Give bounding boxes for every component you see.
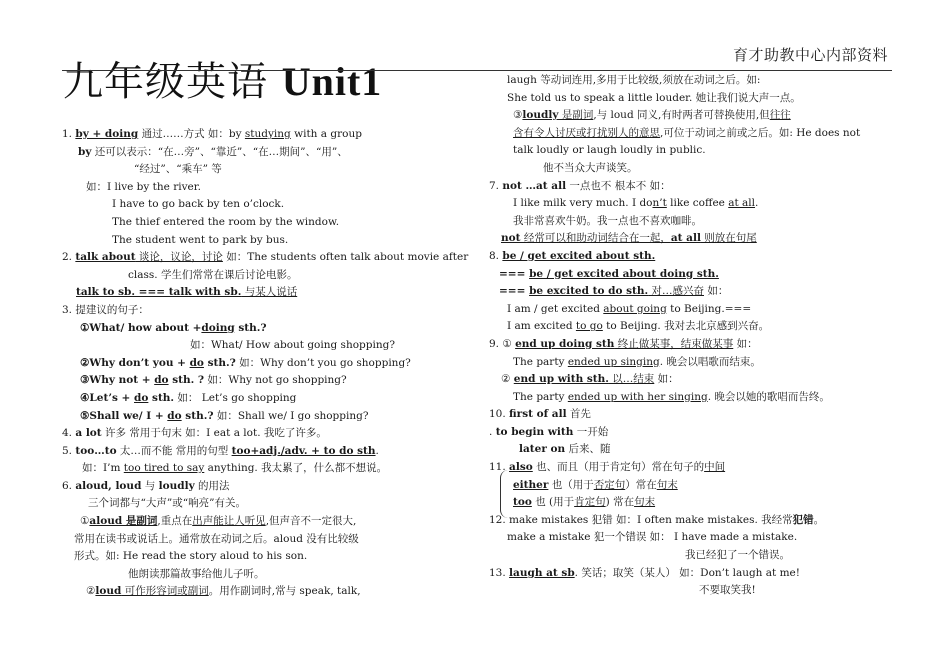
- text-run: too tired to say: [123, 462, 205, 475]
- right-line: [489, 565, 909, 583]
- right-line: [489, 441, 909, 459]
- text-run: ,重点在: [157, 515, 193, 528]
- left-line: [62, 249, 482, 267]
- left-line: [62, 372, 482, 390]
- left-line: [62, 196, 482, 214]
- right-line: [489, 72, 909, 90]
- text-run: 1.: [62, 128, 76, 140]
- text-run: ②: [501, 373, 514, 386]
- text-run: 。用作副词时,常与 speak, talk,: [208, 585, 361, 598]
- right-line: [489, 301, 909, 319]
- right-line: [489, 477, 909, 495]
- text-run: at all: [728, 197, 756, 210]
- text-run: sth.?: [181, 409, 214, 422]
- text-run: 句末: [656, 478, 678, 491]
- text-run: 。: [813, 513, 825, 526]
- text-run: . 笑话；取笑（某人） 如：Don’t laugh at me!: [574, 566, 800, 579]
- header-divider: [62, 70, 892, 71]
- text-run: 不要取笑我!: [699, 584, 756, 597]
- text-run: 含有令人讨厌或打扰别人的意思: [513, 126, 660, 139]
- text-run: at all: [670, 232, 701, 245]
- text-run: ①: [80, 515, 90, 528]
- right-line: [489, 389, 909, 407]
- text-run: ,可位于动词之前或之后。如: He does not: [660, 126, 861, 139]
- text-run: like coffee: [666, 197, 729, 210]
- text-run: loud: [95, 585, 122, 598]
- text-run: 如：The students often talk about movie after: [222, 251, 469, 264]
- right-line: [489, 213, 909, 231]
- text-run: 出声能让人听见: [192, 515, 266, 528]
- text-run: 则放在句尾: [700, 232, 757, 245]
- text-run: 一开始: [573, 425, 609, 438]
- right-line: [489, 160, 909, 178]
- text-run: too…to: [75, 444, 117, 457]
- text-run: 如：: [733, 337, 758, 350]
- text-run: 我非常喜欢牛奶。我一点也不喜欢咖啡。: [513, 214, 702, 227]
- text-run: doing: [201, 321, 235, 334]
- page-title: [63, 50, 382, 107]
- text-run: 往往: [769, 109, 791, 122]
- text-run: aloud, loud: [75, 479, 142, 492]
- right-line: [489, 107, 909, 125]
- text-run: 如：Why don’t you go shopping?: [235, 356, 411, 369]
- text-run: ,但声音不一定很大,: [265, 515, 357, 528]
- left-line: [62, 284, 482, 302]
- text-run: “经过”、“乘车” 等: [134, 163, 222, 176]
- text-run: about going: [603, 302, 667, 315]
- text-run: 后来、随: [565, 443, 611, 456]
- text-run: anything. 我太累了，什么都不想说。: [204, 462, 388, 475]
- text-run: a lot: [75, 427, 102, 440]
- text-run: 我已经犯了一个错误。: [685, 549, 790, 562]
- text-run: 肯定句: [574, 496, 606, 509]
- text-run: 终止做某事，结束做某事: [614, 337, 734, 350]
- text-run: 太…而不能 常用的句型: [116, 444, 232, 457]
- text-run: either: [513, 478, 549, 491]
- text-run: 是副词: [558, 109, 594, 122]
- text-run: 句末: [634, 496, 656, 509]
- text-run: The student went to park by bus.: [112, 233, 289, 246]
- right-line: [489, 371, 909, 389]
- text-run: 经常可以和助动词结合在一起，: [520, 232, 671, 245]
- text-run: to go: [575, 320, 603, 333]
- text-run: too: [513, 496, 532, 509]
- text-run: 如：: [704, 285, 729, 298]
- text-run: be / get excited about doing sth.: [529, 267, 719, 280]
- left-line: [62, 355, 482, 373]
- text-run: 形式。如: He read the story aloud to his son.: [74, 550, 308, 563]
- left-line: [62, 320, 482, 338]
- text-run: 也（用于: [548, 478, 594, 491]
- text-run: loudly: [522, 109, 559, 122]
- text-run: 4.: [62, 427, 76, 440]
- left-line: [62, 267, 482, 285]
- text-run: with a group: [290, 128, 362, 140]
- text-run: 中间: [704, 461, 726, 474]
- text-run: ③Why not +: [80, 374, 155, 387]
- text-run: 2.: [62, 251, 76, 264]
- text-run: ended up with her singing: [567, 390, 708, 403]
- left-line: [62, 548, 482, 566]
- text-run: first of all: [509, 408, 567, 421]
- right-line: [489, 248, 909, 266]
- left-line: [62, 531, 482, 549]
- text-run: 首先: [566, 408, 591, 421]
- text-run: 的用法: [194, 479, 230, 492]
- text-run: ===: [499, 285, 530, 298]
- text-run: ）常在: [625, 478, 657, 491]
- text-run: . 晚会以她的歌唱而告终。: [707, 390, 830, 403]
- text-run: sth.?: [234, 321, 267, 334]
- text-run: do: [154, 374, 169, 387]
- text-run: also: [509, 461, 533, 474]
- right-line: [489, 318, 909, 336]
- text-run: 与某人说话: [241, 286, 298, 299]
- text-run: 一点也不 根本不 如：: [566, 179, 671, 192]
- text-run: 也 (用于: [531, 496, 575, 509]
- left-line: [62, 161, 482, 179]
- right-line: [489, 283, 909, 301]
- text-run: 如：I’m: [82, 462, 124, 475]
- right-line: [489, 529, 909, 547]
- right-line: [489, 90, 909, 108]
- text-run: 6.: [62, 479, 76, 492]
- text-run: ①What/ how about +: [80, 321, 202, 334]
- text-run: 与: [141, 479, 159, 492]
- text-run: ===: [499, 267, 530, 280]
- text-run: 3. 提建议的句子：: [62, 303, 149, 316]
- right-line: [489, 195, 909, 213]
- text-run: do: [189, 356, 204, 369]
- right-line: [489, 459, 909, 477]
- left-line: [62, 513, 482, 531]
- text-run: 对…感兴奋: [648, 285, 704, 298]
- text-run: 犯错: [792, 513, 814, 526]
- left-line: [62, 460, 482, 478]
- right-line: [489, 230, 909, 248]
- text-run: 以…结束: [608, 373, 655, 386]
- text-run: by: [78, 145, 92, 158]
- text-run: I am excited: [507, 320, 576, 333]
- text-run: end up doing sth: [515, 337, 615, 350]
- curly-brace: [500, 470, 511, 518]
- text-run: not: [501, 232, 521, 245]
- text-run: talk loudly or laugh loudly in public.: [513, 144, 706, 157]
- text-run: 谈论，议论，讨论: [135, 251, 223, 264]
- right-line: [489, 424, 909, 442]
- text-run: loudly: [158, 479, 195, 492]
- text-run: 7.: [489, 179, 503, 192]
- text-run: 他朗读那篇故事给他儿子听。: [128, 567, 265, 580]
- text-run: to Beijing. 我对去北京感到兴奋。: [602, 320, 770, 333]
- text-run: 8.: [489, 249, 503, 262]
- text-run: 如：: [654, 373, 679, 386]
- text-run: studying: [244, 128, 291, 140]
- left-line: [62, 337, 482, 355]
- text-run: 如： Let’s go shopping: [174, 391, 297, 404]
- text-run: 如：What/ How about going shopping?: [190, 339, 395, 352]
- title-chinese: 九年级英语: [63, 59, 282, 105]
- right-line: [489, 178, 909, 196]
- text-run: 11.: [489, 461, 510, 474]
- left-line: [62, 232, 482, 250]
- text-run: ②Why don’t you +: [80, 356, 190, 369]
- text-run: 通过……方式 如：by: [138, 128, 245, 140]
- text-run: .: [489, 425, 496, 438]
- text-run: .: [755, 197, 759, 210]
- right-line: [489, 406, 909, 424]
- text-run: 如：Why not go shopping?: [204, 374, 347, 387]
- right-line: [489, 582, 909, 600]
- header-source-label: 育才助教中心内部资料: [733, 46, 889, 64]
- left-line: [62, 478, 482, 496]
- text-run: 10.: [489, 408, 510, 421]
- text-run: ④Let’s +: [80, 391, 135, 404]
- text-run: The party: [513, 390, 568, 403]
- text-run: The thief entered the room by the window.: [112, 215, 340, 228]
- text-run: be excited to do sth.: [529, 285, 649, 298]
- left-line: [62, 302, 482, 320]
- text-run: ended up singing: [567, 355, 660, 368]
- text-run: talk to sb. === talk with sb.: [76, 286, 242, 299]
- text-run: 许多 常用于句末 如：I eat a lot. 我吃了许多。: [101, 427, 327, 440]
- right-line: [489, 266, 909, 284]
- text-run: sth.: [148, 391, 175, 404]
- text-run: 9. ①: [489, 337, 516, 350]
- text-run: 可作形容词或副词: [121, 585, 209, 598]
- text-run: ③: [513, 109, 523, 122]
- left-column: [62, 126, 482, 601]
- right-line: [489, 142, 909, 160]
- text-run: The party: [513, 355, 568, 368]
- left-line: [62, 443, 482, 461]
- text-run: not …at all: [502, 179, 567, 192]
- right-line: [489, 547, 909, 565]
- left-line: [62, 179, 482, 197]
- text-run: I like milk very much. I do: [513, 197, 653, 210]
- text-run: .: [375, 444, 379, 457]
- text-run: 常用在读书或说话上。通常放在动词之后。aloud 没有比较级: [74, 532, 359, 545]
- text-run: sth.?: [203, 356, 236, 369]
- right-line: [489, 494, 909, 512]
- text-run: aloud 是副词: [89, 515, 158, 528]
- text-run: class. 学生们常常在课后讨论电影。: [128, 268, 298, 281]
- text-run: later on: [519, 443, 566, 456]
- text-run: 还可以表示：“在…旁”、“靠近”、“在…期间”、“用”、: [91, 145, 348, 158]
- text-run: 如：Shall we/ I go shopping?: [213, 409, 369, 422]
- text-run: 三个词都与“大声”或“响亮”有关。: [88, 497, 246, 510]
- left-line: [62, 566, 482, 584]
- text-run: 他不当众大声谈笑。: [543, 161, 638, 174]
- text-run: 5.: [62, 444, 76, 457]
- text-run: by + doing: [75, 128, 139, 140]
- right-line: [489, 512, 909, 530]
- right-line: [489, 125, 909, 143]
- left-line: [62, 214, 482, 232]
- text-run: do: [134, 391, 149, 404]
- right-line: [489, 354, 909, 372]
- left-line: [62, 144, 482, 162]
- text-run: n’t: [652, 197, 667, 210]
- text-run: 12. make mistakes 犯错 如：I often make mistakes. 我经常: [489, 513, 793, 526]
- right-column: [489, 72, 909, 600]
- text-run: 否定句: [593, 478, 626, 491]
- text-run: 如：I live by the river.: [86, 180, 201, 193]
- text-run: I am / get excited: [507, 302, 604, 315]
- text-run: ,与 loud 同义,有时两者可替换使用,但: [593, 109, 770, 122]
- right-line: [489, 336, 909, 354]
- text-run: to Beijing.===: [666, 302, 752, 315]
- text-run: end up with sth.: [513, 373, 609, 386]
- text-run: 13.: [489, 566, 510, 579]
- text-run: laugh 等动词连用,多用于比较级,须放在动词之后。如:: [507, 74, 761, 86]
- text-run: laugh at sb: [509, 566, 575, 579]
- text-run: do: [167, 409, 182, 422]
- text-run: ) 常在: [605, 496, 635, 509]
- left-line: [62, 425, 482, 443]
- text-run: ⑤Shall we/ I +: [80, 409, 168, 422]
- text-run: . 晚会以唱歌而结束。: [659, 355, 761, 368]
- left-line: [62, 390, 482, 408]
- text-run: make a mistake 犯一个错误 如： I have made a mistake.: [507, 531, 798, 544]
- text-run: be / get excited about sth.: [502, 249, 656, 262]
- text-run: too+adj./adv. + to do sth: [231, 444, 376, 457]
- text-run: She told us to speak a little louder. 她让我们说大声一点。: [507, 91, 801, 104]
- text-run: to begin with: [495, 425, 574, 438]
- text-run: I have to go back by ten o’clock.: [112, 198, 285, 211]
- text-run: ②: [86, 585, 96, 598]
- left-line: [62, 408, 482, 426]
- left-line: [62, 495, 482, 513]
- title-unit: Unit1: [281, 59, 383, 104]
- left-line: [62, 126, 482, 144]
- left-line: [62, 583, 482, 601]
- text-run: talk about: [75, 251, 136, 264]
- text-run: sth. ?: [168, 374, 205, 387]
- text-run: 也、而且（用于肯定句）常在句子的: [532, 461, 705, 474]
